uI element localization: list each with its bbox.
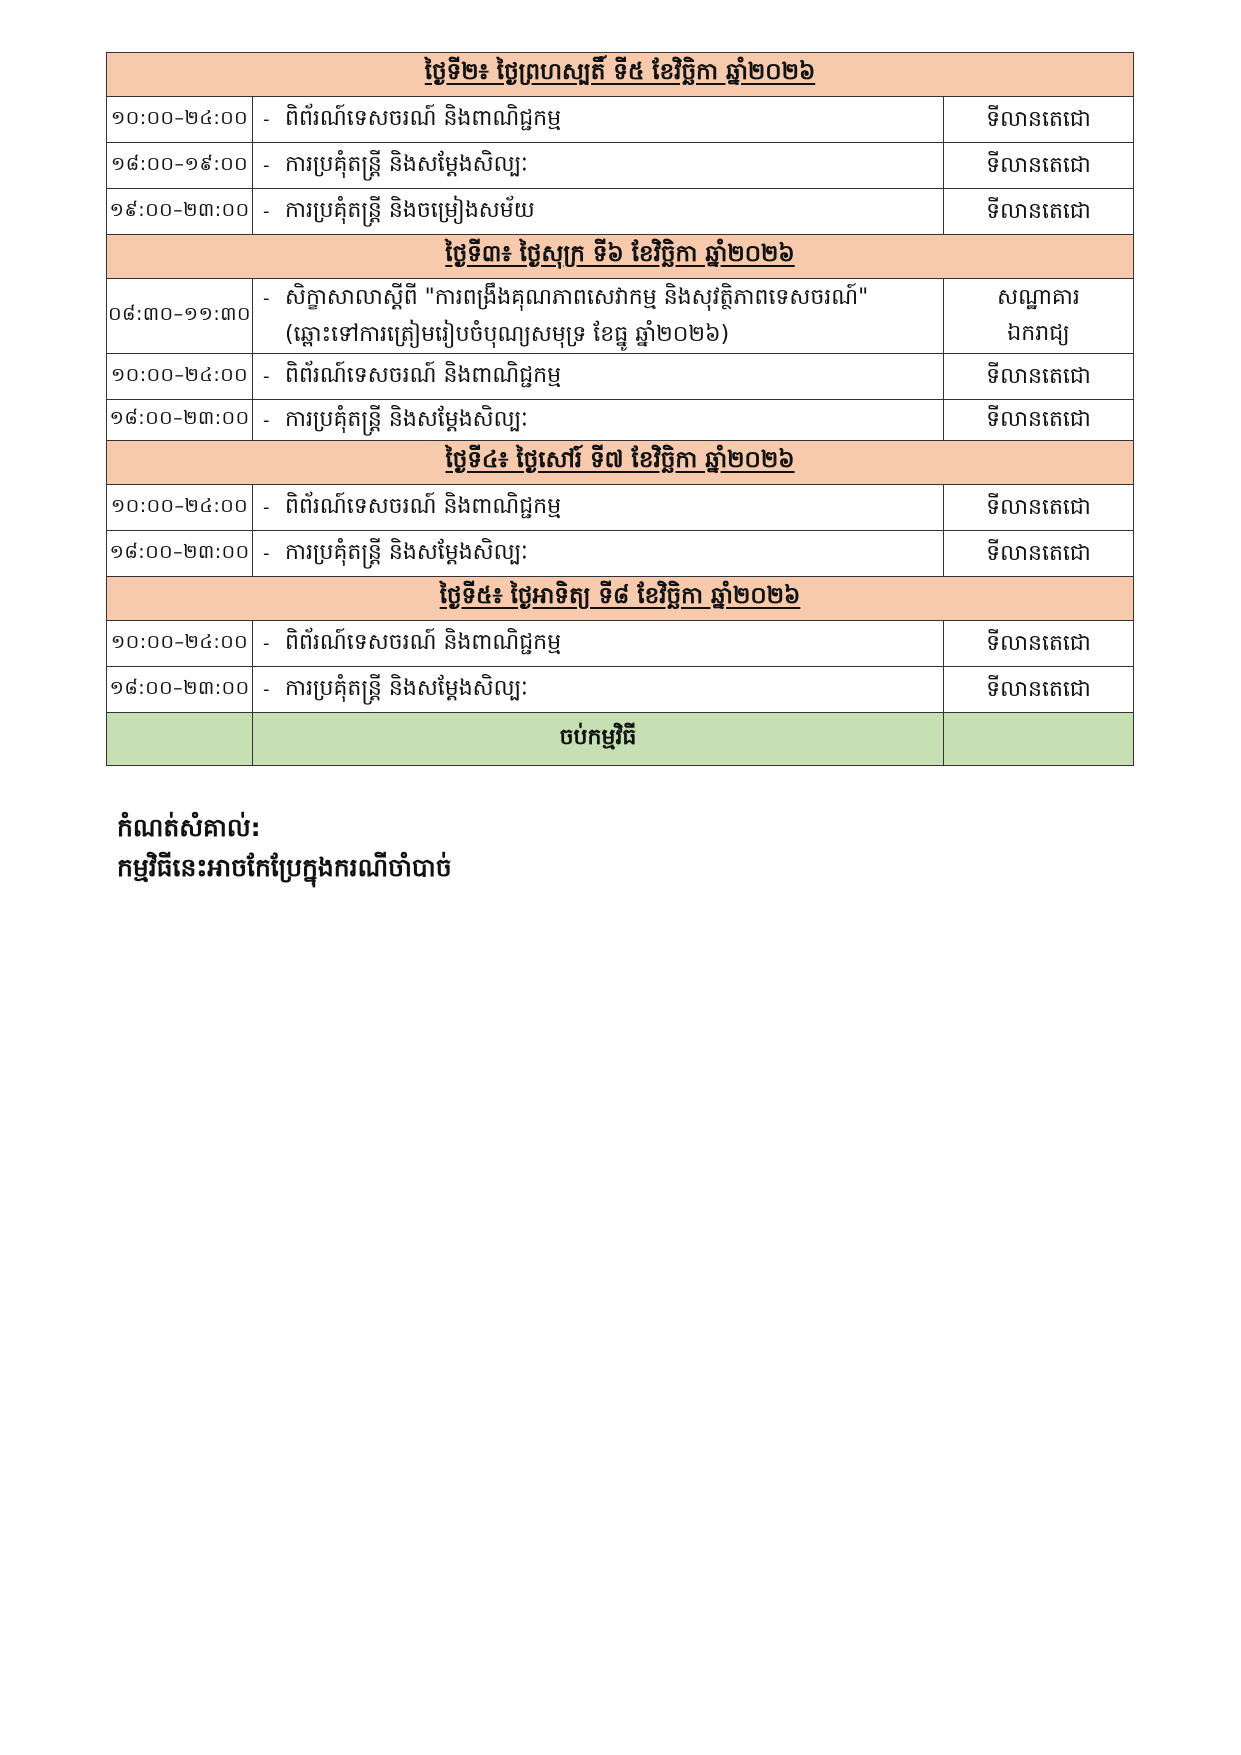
day-title: ថ្ងៃទី២៖ ថ្ងៃព្រហស្បតិ៍ ទី៥ ខែវិច្ឆិកា ឆ្នាំ២០២៦ xyxy=(424,59,816,85)
schedule-row xyxy=(107,143,1134,189)
activity-cell xyxy=(253,97,944,143)
bullet-dash: - xyxy=(263,497,270,518)
activity-text: ការប្រគុំតន្ត្រី និងសម្តែងសិល្បៈ xyxy=(285,676,528,701)
location-cell xyxy=(944,189,1134,235)
location-text: ទីលានតេជោ xyxy=(986,363,1091,389)
bullet-dash: - xyxy=(263,155,270,176)
activity-text: ពិព័រណ៍ទេសចរណ៍ និងពាណិជ្ជកម្ម xyxy=(285,363,562,388)
bullet-dash: - xyxy=(263,409,270,431)
schedule-row xyxy=(107,97,1134,143)
note-section xyxy=(117,808,452,888)
note-title: កំណត់សំគាល់: xyxy=(117,813,261,842)
activity-text: ពិព័រណ៍ទេសចរណ៍ និងពាណិជ្ជកម្ម xyxy=(285,106,562,131)
activity-cell xyxy=(253,400,944,441)
time-cell: ១៨:០០–១៩:០០ xyxy=(107,143,253,189)
schedule-row xyxy=(107,531,1134,577)
time-cell: ១៨:០០–២៣:០០ xyxy=(107,400,253,441)
schedule-body xyxy=(107,53,1134,766)
program-end-row xyxy=(107,713,1134,766)
location-cell xyxy=(944,485,1134,531)
location-cell xyxy=(944,97,1134,143)
time-cell: ១៨:០០–២៣:០០ xyxy=(107,531,253,577)
location-text: ទីលានតេជោ xyxy=(986,407,1091,432)
time-cell: ១០:០០–២៤:០០ xyxy=(107,354,253,400)
activity-text: ការប្រគុំតន្ត្រី និងសម្តែងសិល្បៈ xyxy=(285,406,528,432)
location-cell xyxy=(944,143,1134,189)
location-cell xyxy=(944,621,1134,667)
location-text: សណ្ឋាគារ xyxy=(997,285,1080,310)
activity-text: ការប្រគុំតន្ត្រី និងចម្រៀងសម័យ xyxy=(285,198,535,223)
activity-cell xyxy=(253,531,944,577)
bullet-dash: - xyxy=(263,543,270,564)
day-header xyxy=(107,577,1134,621)
time-cell: ១០:០០–២៤:០០ xyxy=(107,97,253,143)
activity-text: ការប្រគុំតន្ត្រី និងសម្តែងសិល្បៈ xyxy=(285,152,528,177)
location-text: ទីលានតេជោ xyxy=(986,540,1091,566)
day-header-cell xyxy=(107,441,1134,485)
schedule-row xyxy=(107,354,1134,400)
schedule-row xyxy=(107,667,1134,713)
time-cell: ១០:០០–២៤:០០ xyxy=(107,485,253,531)
day-header xyxy=(107,53,1134,97)
schedule-row xyxy=(107,621,1134,667)
schedule-row xyxy=(107,400,1134,441)
activity-text-continued: (ឆ្ពោះទៅការត្រៀមរៀបចំបុណ្យសមុទ្រ ខែធ្នូ ឆ្នាំ២០២៦) xyxy=(285,321,730,347)
location-text: ទីលានតេជោ xyxy=(986,494,1091,520)
note-text: កម្មវិធីនេះអាចកែប្រែក្នុងករណីចាំបាច់ xyxy=(117,853,452,882)
location-cell xyxy=(944,667,1134,713)
activity-text: ពិព័រណ៍ទេសចរណ៍ និងពាណិជ្ជកម្ម xyxy=(285,494,562,519)
location-text: ទីលានតេជោ xyxy=(986,676,1091,702)
activity-cell xyxy=(253,279,944,354)
time-cell: ០៨:៣០–១១:៣០ xyxy=(107,279,253,354)
time-cell: ១០:០០–២៤:០០ xyxy=(107,621,253,667)
location-text: ទីលានតេជោ xyxy=(986,106,1091,132)
day-header xyxy=(107,235,1134,279)
schedule-row xyxy=(107,189,1134,235)
activity-cell xyxy=(253,189,944,235)
bullet-dash: - xyxy=(263,679,270,700)
day-header-cell xyxy=(107,53,1134,97)
activity-text: ពិព័រណ៍ទេសចរណ៍ និងពាណិជ្ជកម្ម xyxy=(285,630,562,655)
end-row-empty-cell xyxy=(944,713,1134,766)
program-end-label: ចប់កម្មវិធី xyxy=(253,713,944,766)
day-title: ថ្ងៃទី៤៖ ថ្ងៃសៅរ៍ ទី៧ ខែវិច្ឆិកា ឆ្នាំ២០២៦ xyxy=(445,447,795,473)
activity-cell xyxy=(253,354,944,400)
day-header xyxy=(107,441,1134,485)
location-text-continued: ឯករាជ្យ xyxy=(1007,321,1070,346)
program-schedule-table xyxy=(106,52,1134,766)
location-cell xyxy=(944,400,1134,441)
activity-cell xyxy=(253,143,944,189)
day-header-cell xyxy=(107,577,1134,621)
location-text: ទីលានតេជោ xyxy=(986,630,1091,656)
day-title: ថ្ងៃទី៥៖ ថ្ងៃអាទិត្យ ទី៨ ខែវិច្ឆិកា ឆ្នាំ២០២៦ xyxy=(439,583,801,609)
schedule-row xyxy=(107,279,1134,354)
day-header-cell xyxy=(107,235,1134,279)
bullet-dash: - xyxy=(263,366,270,387)
location-cell xyxy=(944,279,1134,354)
location-cell xyxy=(944,531,1134,577)
activity-text: សិក្ខាសាលាស្តីពី "ការពង្រឹងគុណភាពសេវាកម្ម និងសុវត្ថិភាពទេសចរណ៍" xyxy=(285,284,869,310)
bullet-dash: - xyxy=(263,633,270,654)
activity-cell xyxy=(253,485,944,531)
location-text: ទីលានតេជោ xyxy=(986,152,1091,178)
time-cell: ១៩:០០–២៣:០០ xyxy=(107,189,253,235)
activity-text: ការប្រគុំតន្ត្រី និងសម្តែងសិល្បៈ xyxy=(285,540,528,565)
location-text: ទីលានតេជោ xyxy=(986,198,1091,224)
bullet-dash: - xyxy=(263,201,270,222)
activity-cell xyxy=(253,621,944,667)
bullet-dash: - xyxy=(263,109,270,130)
end-row-empty-cell xyxy=(107,713,253,766)
bullet-dash: - xyxy=(263,287,270,309)
location-cell xyxy=(944,354,1134,400)
schedule-row xyxy=(107,485,1134,531)
activity-cell xyxy=(253,667,944,713)
time-cell: ១៨:០០–២៣:០០ xyxy=(107,667,253,713)
day-title: ថ្ងៃទី៣៖ ថ្ងៃសុក្រ ទី៦ ខែវិច្ឆិកា ឆ្នាំ២០២៦ xyxy=(445,241,795,267)
